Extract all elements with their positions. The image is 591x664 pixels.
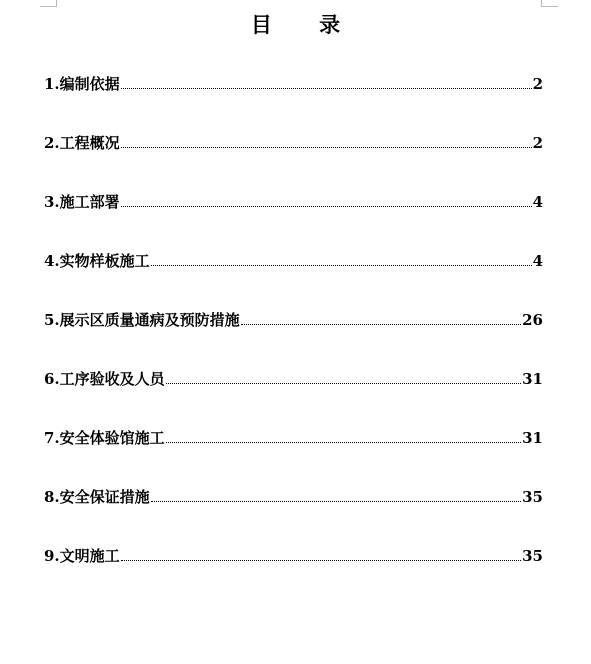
toc-entry-3[interactable]	[44, 188, 543, 247]
toc-entry-label: 实物样板施工	[59, 252, 150, 270]
toc-entry-6[interactable]	[44, 365, 543, 424]
toc-dot-leader	[121, 146, 532, 148]
toc-dot-leader	[151, 264, 532, 266]
toc-entry-number: 4.	[44, 252, 60, 270]
toc-entry-label: 文明施工	[59, 547, 120, 565]
toc-page-number: 2	[532, 75, 543, 93]
toc-page-number: 31	[522, 429, 543, 447]
toc-entry-label: 编制依据	[59, 75, 120, 93]
toc-dot-leader	[121, 559, 521, 561]
toc-entry-label: 工程概况	[59, 134, 120, 152]
toc-dot-leader	[121, 205, 532, 207]
toc-entry-number: 6.	[44, 370, 60, 388]
toc-dot-leader	[241, 323, 521, 325]
toc-dot-leader	[166, 441, 521, 443]
toc-entry-label: 工序验收及人员	[59, 370, 165, 388]
toc-page-number: 2	[532, 134, 543, 152]
toc-entry-label: 施工部署	[59, 193, 120, 211]
toc-entry-number: 5.	[44, 311, 60, 329]
toc-dot-leader	[151, 500, 521, 502]
toc-entry-number: 3.	[44, 193, 60, 211]
toc-dot-leader	[121, 87, 532, 89]
table-of-contents	[44, 70, 543, 601]
toc-page-number: 26	[522, 311, 543, 329]
toc-page-number: 35	[522, 547, 543, 565]
toc-entry-9[interactable]	[44, 542, 543, 601]
toc-dot-leader	[166, 382, 521, 384]
toc-entry-number: 1.	[44, 75, 60, 93]
toc-entry-4[interactable]	[44, 247, 543, 306]
toc-entry-number: 8.	[44, 488, 60, 506]
toc-entry-label: 安全保证措施	[59, 488, 150, 506]
toc-entry-5[interactable]	[44, 306, 543, 365]
page-corner-mark-left	[40, 0, 57, 7]
toc-entry-number: 2.	[44, 134, 60, 152]
toc-entry-1[interactable]	[44, 70, 543, 129]
toc-page-number: 4	[532, 193, 543, 211]
toc-entry-7[interactable]	[44, 424, 543, 483]
toc-entry-label: 安全体验馆施工	[59, 429, 165, 447]
toc-entry-2[interactable]	[44, 129, 543, 188]
toc-entry-label: 展示区质量通病及预防措施	[59, 311, 240, 329]
toc-entry-8[interactable]	[44, 483, 543, 542]
toc-title: 目 录	[250, 12, 361, 37]
toc-entry-number: 7.	[44, 429, 60, 447]
toc-page-number: 4	[532, 252, 543, 270]
toc-page-number: 35	[522, 488, 543, 506]
toc-page-number: 31	[522, 370, 543, 388]
toc-entry-number: 9.	[44, 547, 60, 565]
page-corner-mark-right	[541, 0, 558, 7]
